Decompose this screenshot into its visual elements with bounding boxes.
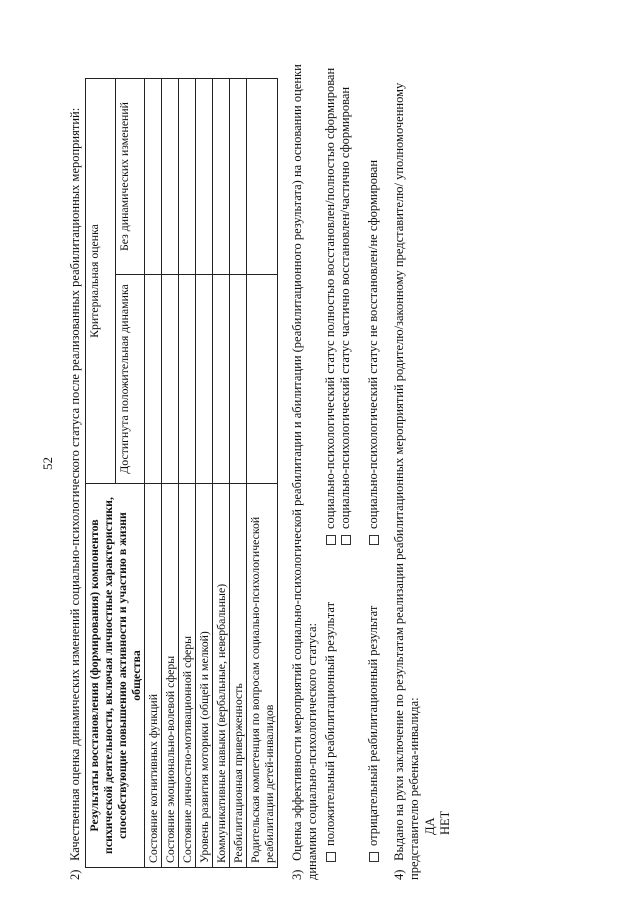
section-4-number: 4)	[392, 869, 406, 880]
row-label: Состояние личностно-мотивационной сферы	[179, 484, 196, 868]
results-table	[85, 78, 278, 868]
section-3-text: Оценка эффективности мероприятий социально-психологической реабилитации и абилитации (реабилитационного результата) на основании оценки динамики социально-психологического статуса:	[290, 64, 319, 880]
positive-option-1-checkbox[interactable]	[326, 535, 336, 545]
table-row	[247, 79, 278, 868]
header-criterial-assessment: Критериальная оценка	[86, 79, 116, 484]
positive-option-1	[323, 68, 338, 545]
row-label: Реабилитационная приверженность	[230, 484, 247, 868]
table-row	[230, 79, 247, 868]
row-label: Состояние эмоционально-волевой сферы	[162, 484, 179, 868]
cell-nochange[interactable]	[196, 79, 213, 275]
positive-option-1-label: социально-психологический статус полностью восстановлен/полностью сформирован	[323, 67, 337, 529]
section-3	[290, 35, 320, 880]
cell-positive[interactable]	[196, 275, 213, 484]
header-results: Результаты восстановления (формирования) компонентов психической деятельности, включая личностные характеристики, способствующие повышению активности и участию в жизни общества	[86, 484, 145, 868]
cell-positive[interactable]	[247, 275, 278, 484]
negative-option-checkbox[interactable]	[369, 535, 379, 545]
negative-option-label: социально-психологический статус не восстановлен/не сформирован	[366, 159, 380, 529]
table-row	[179, 79, 196, 868]
table-row	[162, 79, 179, 868]
cell-nochange[interactable]	[213, 79, 230, 275]
section-2-number: 2)	[68, 869, 82, 880]
section-2-text: Качественная оценка динамических изменений социально-психологического статуса после реализованных реабилитационных мероприятий:	[68, 107, 82, 861]
row-label: Уровень развития моторики (общей и мелкой)	[196, 484, 213, 868]
section-2	[68, 40, 83, 880]
cell-positive[interactable]	[230, 275, 247, 484]
rotated-page	[28, 20, 628, 880]
row-label: Состояние когнитивных функций	[145, 484, 162, 868]
section-3-number: 3)	[290, 869, 304, 880]
positive-result-label: положительный реабилитационный результат	[323, 601, 337, 846]
table-row	[145, 79, 162, 868]
cell-positive[interactable]	[213, 275, 230, 484]
negative-option	[366, 160, 381, 545]
cell-nochange[interactable]	[145, 79, 162, 275]
negative-result-label: отрицательный реабилитационный результат	[366, 605, 380, 846]
row-label: Коммуникативные навыки (вербальные, невербальные)	[213, 484, 230, 868]
row-label: Родительская компетенция по вопросам социально-психологической реабилитации детей-инвалидов	[247, 484, 278, 868]
positive-option-2-label: социально-психологический статус частично восстановлен/частично сформирован	[338, 86, 352, 529]
table-header-row	[86, 79, 116, 868]
cell-positive[interactable]	[179, 275, 196, 484]
positive-result	[323, 602, 338, 862]
cell-nochange[interactable]	[230, 79, 247, 275]
positive-result-checkbox[interactable]	[326, 852, 336, 862]
section-4-text: Выдано на руки заключение по результатам реализации реабилитационных мероприятий родителю/законному представителю/ уполномоченному представителю ребенка-инвалида:	[392, 82, 421, 880]
cell-positive[interactable]	[145, 275, 162, 484]
positive-option-2-checkbox[interactable]	[341, 535, 351, 545]
cell-nochange[interactable]	[179, 79, 196, 275]
page-number: 52	[40, 457, 55, 470]
answer-yes[interactable]: ДА	[423, 817, 437, 835]
section-4	[392, 35, 422, 880]
table-row	[213, 79, 230, 868]
cell-positive[interactable]	[162, 275, 179, 484]
cell-nochange[interactable]	[162, 79, 179, 275]
answer-no[interactable]: НЕТ	[438, 810, 452, 835]
positive-option-2	[338, 87, 353, 545]
header-no-changes: Без динамических изменений	[115, 79, 145, 275]
negative-result	[366, 606, 381, 862]
cell-nochange[interactable]	[247, 79, 278, 275]
negative-result-checkbox[interactable]	[369, 852, 379, 862]
header-positive-dynamics: Достигнута положительная динамика	[115, 275, 145, 484]
table-row	[196, 79, 213, 868]
